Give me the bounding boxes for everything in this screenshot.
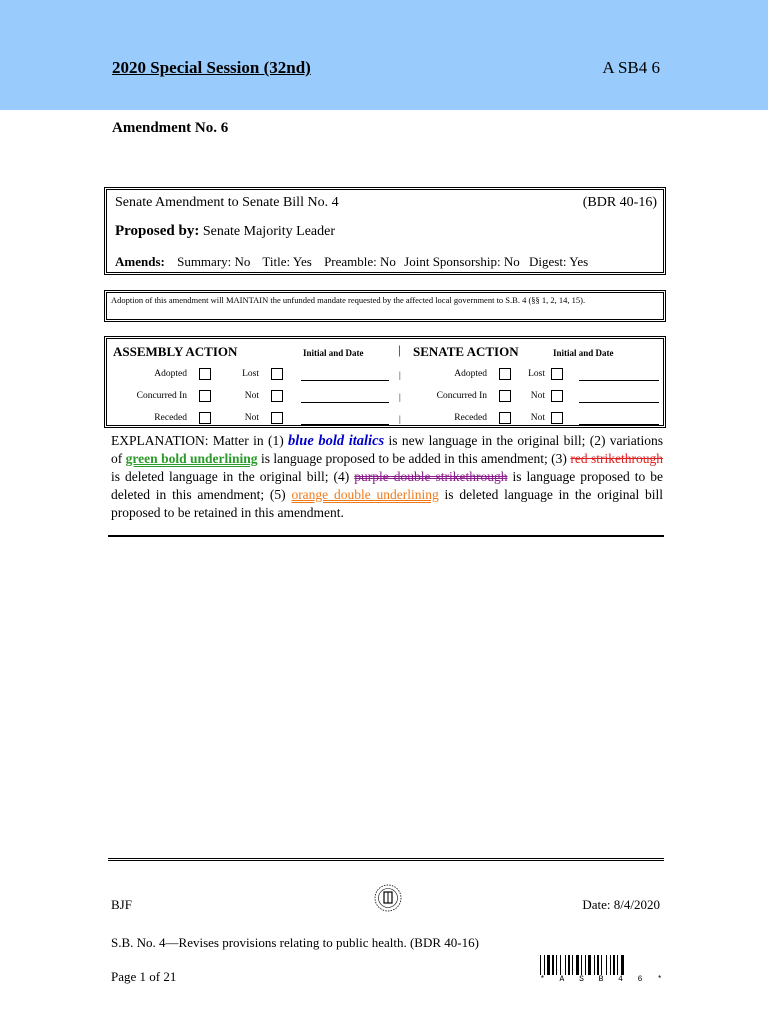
senate-not-receded-checkbox[interactable] (551, 412, 563, 424)
barcode-bar (597, 955, 599, 975)
assembly-initial-date-label: Initial and Date (303, 348, 364, 358)
assembly-not-concurred-label: Not (244, 391, 259, 401)
assembly-concurred-checkbox[interactable] (199, 390, 211, 402)
bill-summary: S.B. No. 4—Revises provisions relating to public health. (BDR 40-16) (111, 935, 479, 950)
barcode-bar (576, 955, 579, 975)
barcode-bar (621, 955, 624, 975)
amends-digest: Digest: Yes (528, 254, 589, 269)
row-separator: | (399, 370, 401, 380)
barcode-char: 4 (618, 975, 623, 984)
barcode-bar (610, 955, 611, 975)
senate-initial-date-label: Initial and Date (553, 348, 614, 358)
assembly-not-receded-checkbox[interactable] (271, 412, 283, 424)
barcode-char: B (598, 975, 604, 984)
assembly-adopted-label: Adopted (154, 369, 187, 379)
barcode-bar (552, 955, 554, 975)
section-divider (108, 535, 664, 537)
row-separator: | (399, 414, 401, 424)
explanation-text: is new language in the original bill; (2) variations of (111, 433, 664, 466)
action-box (104, 336, 666, 428)
barcode-char: A (559, 975, 565, 984)
state-seal-icon (373, 883, 403, 913)
drafter-initials: BJF (111, 897, 132, 912)
action-separator: | (398, 342, 401, 357)
senate-not-receded-label: Not (530, 413, 545, 423)
explanation-text: is language proposed to be deleted in this amendment; (5) (111, 469, 664, 502)
barcode-bar (544, 955, 545, 975)
senate-concurred-label: Concurred In (436, 391, 487, 401)
assembly-adopted-checkbox[interactable] (199, 368, 211, 380)
amendment-info-box (104, 187, 666, 275)
amends-preamble: Preamble: No (324, 254, 396, 269)
barcode-char: * (657, 975, 662, 984)
assembly-initial-line[interactable] (301, 424, 389, 425)
proposed-by-label: Proposed by: (115, 223, 200, 239)
senate-not-concurred-label: Not (530, 391, 545, 401)
senate-receded-label: Receded (454, 413, 487, 423)
barcode-char: S (579, 975, 584, 984)
barcode-bar (556, 955, 557, 975)
amends-line (115, 254, 597, 270)
barcode-icon (540, 955, 662, 975)
amends-label: Amends: (115, 254, 165, 269)
assembly-initial-line[interactable] (301, 402, 389, 403)
page-number: Page 1 of 21 (111, 969, 177, 984)
document-id: A SB4 6 (602, 58, 660, 77)
explanation-text: is deleted language in the original bill; (4) (111, 469, 355, 484)
explanation-text: is deleted language in the original bill proposed to be retained in this amendment. (111, 487, 664, 520)
barcode-bar (572, 955, 573, 975)
bill-title: Senate Amendment to Senate Bill No. 4 (115, 195, 339, 210)
header-banner (0, 0, 768, 110)
barcode-text (540, 975, 662, 984)
amends-title: Title: Yes (262, 254, 312, 269)
barcode-bar (606, 955, 607, 975)
session-title: 2020 Special Session (32nd) (112, 58, 311, 77)
assembly-not-receded-label: Not (244, 413, 259, 423)
senate-lost-checkbox[interactable] (551, 368, 563, 380)
amendment-number: Amendment No. 6 (112, 120, 229, 136)
explanation-text: is language proposed to be added in this amendment; (3) (257, 451, 571, 466)
barcode-bar (613, 955, 615, 975)
senate-not-concurred-checkbox[interactable] (551, 390, 563, 402)
assembly-lost-label: Lost (242, 369, 259, 379)
footer-divider (108, 858, 664, 861)
senate-action-title: SENATE ACTION (413, 344, 519, 359)
barcode-bar (601, 955, 602, 975)
assembly-initial-line[interactable] (301, 380, 389, 381)
assembly-action-title: ASSEMBLY ACTION (113, 344, 238, 359)
barcode-bar (581, 955, 582, 975)
proposed-by (115, 223, 335, 240)
barcode-char: * (540, 975, 545, 984)
assembly-receded-label: Receded (154, 413, 187, 423)
barcode-bar (565, 955, 566, 975)
barcode-char: 6 (637, 975, 643, 984)
orange-double-underline-sample: orange double underlining (291, 487, 439, 502)
barcode-bar (594, 955, 595, 975)
purple-double-strikethrough-sample: purple double strikethrough (354, 469, 508, 484)
explanation-text: EXPLANATION: Matter in (1) (111, 433, 289, 448)
red-strikethrough-sample: red strikethrough (570, 451, 663, 466)
amends-summary: Summary: No (177, 254, 251, 269)
assembly-not-concurred-checkbox[interactable] (271, 390, 283, 402)
row-separator: | (399, 392, 401, 402)
senate-lost-label: Lost (528, 369, 545, 379)
senate-initial-line[interactable] (579, 402, 659, 403)
barcode-bar (585, 955, 586, 975)
senate-adopted-label: Adopted (454, 369, 487, 379)
amendment-date: Date: 8/4/2020 (582, 897, 660, 912)
barcode-bar (617, 955, 618, 975)
assembly-receded-checkbox[interactable] (199, 412, 211, 424)
proposed-by-value: Senate Majority Leader (202, 224, 335, 239)
mandate-notice: Adoption of this amendment will MAINTAIN the unfunded mandate requested by the affected local government to S.B. 4 (§§ 1, 2, 14, 15). (104, 290, 666, 322)
amends-joint-sponsorship: Joint Sponsorship: No (404, 254, 520, 269)
barcode-bar (568, 955, 570, 975)
senate-initial-line[interactable] (579, 380, 659, 381)
barcode-bar (540, 955, 541, 975)
blue-bold-italics-sample: blue bold italics (288, 433, 385, 449)
barcode-bar (560, 955, 561, 975)
bdr-number: (BDR 40-16) (582, 195, 657, 210)
senate-initial-line[interactable] (579, 424, 659, 425)
green-underline-sample: green bold underlining (125, 451, 258, 466)
assembly-lost-checkbox[interactable] (271, 368, 283, 380)
explanation-paragraph (111, 432, 663, 522)
assembly-concurred-label: Concurred In (136, 391, 187, 401)
barcode-bar (547, 955, 550, 975)
barcode-bar (588, 955, 591, 975)
